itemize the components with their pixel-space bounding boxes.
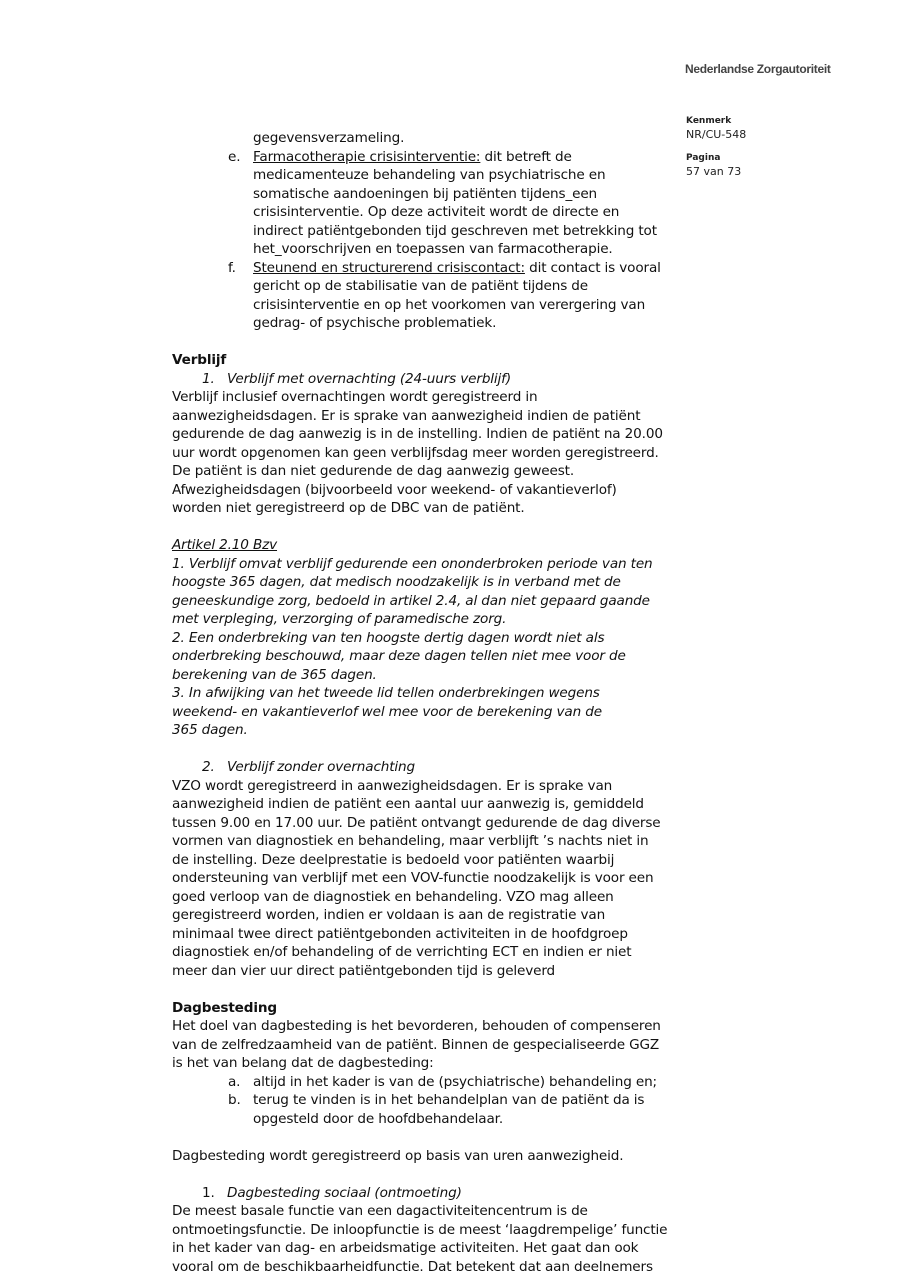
subheading-verblijf-met-overnachting (172, 370, 682, 389)
text-line: is het van belang dat de dagbesteding: (172, 1055, 434, 1071)
text-line: goed verloop van de diagnostiek en behandeling. VZO mag alleen (172, 888, 614, 905)
text-line: geregistreerd worden, indien er voldaan is aan de registratie van (172, 907, 606, 923)
subheading-marker: 1. (202, 370, 215, 387)
text-line: Afwezigheidsdagen (bijvoorbeeld voor weekend- of vakantieverlof) (172, 481, 617, 498)
text-line: van de zelfredzaamheid van de patiënt. Binnen de gespecialiseerde GGZ (172, 1036, 660, 1053)
text-line: ondersteuning van verblijf met een VOV-functie noodzakelijk is voor een (172, 870, 654, 886)
text-line: onderbreking beschouwd, maar deze dagen tellen niet mee voor de (172, 648, 626, 664)
list-item-text: altijd in het kader is van de (psychiatrische) behandeling en; (253, 1073, 657, 1090)
text-line: in het kader van dag- en arbeidsmatige activiteiten. Het gaat dan ook (172, 1240, 639, 1256)
organization-name: Nederlandse Zorgautoriteit (685, 62, 831, 76)
list-item-text: gedrag- of psychische problematiek. (253, 315, 497, 331)
list-item-f (172, 259, 682, 333)
paragraph-dagbesteding-sociaal (172, 1202, 682, 1276)
subheading-verblijf-zonder-overnachting (172, 758, 682, 777)
kenmerk-value: NR/CU-548 (686, 128, 747, 141)
list-item-text: somatische aandoeningen bij patiënten tijdens_een (253, 185, 597, 202)
artikel-title: Artikel 2.10 Bzv (172, 537, 278, 553)
pagina-label: Pagina (686, 153, 721, 163)
text-line: Verblijf inclusief overnachtingen wordt geregistreerd in (172, 389, 538, 405)
text-line: 2. Een onderbreking van ten hoogste dertig dagen wordt niet als (172, 629, 605, 646)
text-line: vooral om de beschikbaarheidfunctie. Dat betekent dat aan deelnemers (172, 1258, 653, 1275)
list-item-text: dit contact is vooral (524, 259, 661, 276)
subheading-marker: 2. (202, 759, 215, 775)
list-item-text: dit betreft de (480, 148, 572, 165)
list-item-a (172, 1073, 682, 1092)
kenmerk-block (686, 115, 746, 141)
text-line: Het doel van dagbesteding is het bevorderen, behouden of compenseren (172, 1018, 661, 1034)
list-item-b (172, 1091, 682, 1128)
pagina-value: 57 van 73 (686, 165, 742, 178)
subheading-dagbesteding-sociaal (172, 1184, 682, 1203)
text-line: minimaal twee direct patiëntgebonden activiteiten in de hoofdgroep (172, 925, 628, 942)
list-item-text: medicamenteuze behandeling van psychiatrische en (253, 167, 606, 183)
list-item-text: het_voorschrijven en toepassen van farmacotherapie. (253, 241, 613, 257)
list-marker: b. (228, 1092, 241, 1108)
text-line: De patiënt is dan niet gedurende de dag aanwezig geweest. (172, 463, 575, 479)
list-item-text: gericht op de stabilisatie van de patiënt tijdens de (253, 278, 588, 294)
subheading-title: Verblijf zonder overnachting (227, 759, 415, 775)
text-line: 365 dagen. (172, 722, 248, 738)
subheading-title: Dagbesteding sociaal (ontmoeting) (227, 1184, 462, 1201)
list-item-e (172, 148, 682, 259)
subheading-title: Verblijf met overnachting (24-uurs verblijf) (227, 370, 511, 387)
text-line: hoogste 365 dagen, dat medisch noodzakelijk is in verband met de (172, 574, 621, 590)
list-item-text: crisisinterventie. Op deze activiteit wordt de directe en (253, 204, 620, 220)
text-line: tussen 9.00 en 17.00 uur. De patiënt ontvangt gedurende de dag diverse (172, 814, 661, 831)
text-line: ontmoetingsfunctie. De inloopfunctie is de meest ‘laagdrempelige’ functie (172, 1221, 668, 1238)
text-line: meer dan vier uur direct patiëntgebonden tijd is geleverd (172, 962, 556, 979)
text-line: uur wordt opgenomen kan geen verblijfsdag meer worden geregistreerd. (172, 444, 659, 461)
text-line: VZO wordt geregistreerd in aanwezigheidsdagen. Er is sprake van (172, 777, 613, 794)
pagina-block (686, 152, 741, 178)
section-heading-dagbesteding: Dagbesteding (172, 999, 277, 1016)
subheading-marker: 1. (202, 1184, 215, 1201)
text-line: aanwezigheidsdagen. Er is sprake van aanwezigheid indien de patiënt (172, 407, 641, 424)
text-line: aanwezigheid indien de patiënt een aantal uur aanwezig is, gemiddeld (172, 796, 644, 812)
list-item-text: opgesteld door de hoofdbehandelaar. (253, 1110, 503, 1127)
paragraph-dagbesteding-intro (172, 1017, 682, 1073)
continuation-text: gegevensverzameling. (253, 130, 405, 146)
text-line: De meest basale functie van een dagactiviteitencentrum is de (172, 1203, 588, 1219)
section-heading-verblijf: Verblijf (172, 352, 227, 368)
text-line: met verpleging, verzorging of paramedische zorg. (172, 611, 507, 627)
list-marker: a. (228, 1073, 241, 1090)
list-marker: e. (228, 148, 241, 165)
text-line: geneeskundige zorg, bedoeld in artikel 2.4, al dan niet gepaard gaande (172, 592, 650, 609)
text-line: gedurende de dag aanwezig is in de instelling. Indien de patiënt na 20.00 (172, 426, 663, 442)
list-marker: f. (228, 259, 236, 276)
list-item-title: Farmacotherapie crisisinterventie: (253, 148, 481, 165)
text-line: worden niet geregistreerd op de DBC van de patiënt. (172, 500, 525, 516)
text-line: diagnostiek en/of behandeling of de verrichting ECT en indien er niet (172, 944, 632, 960)
kenmerk-label: Kenmerk (686, 116, 732, 126)
text-line: 1. Verblijf omvat verblijf gedurende een ononderbroken periode van ten (172, 555, 653, 572)
list-item-text: crisisinterventie en op het voorkomen van verergering van (253, 296, 646, 313)
list-item-text: terug te vinden is in het behandelplan van de patiënt da is (253, 1092, 645, 1108)
list-item-title: Steunend en structurerend crisiscontact: (253, 259, 525, 276)
text-line: weekend- en vakantieverlof wel mee voor de berekening van de (172, 703, 602, 720)
text-line: berekening van de 365 dagen. (172, 666, 377, 683)
text-line: 3. In afwijking van het tweede lid tellen onderbrekingen wegens (172, 685, 600, 701)
text-line: vormen van diagnostiek en behandeling, maar verblijft ’s nachts niet in (172, 833, 649, 849)
artikel-quote (172, 555, 682, 740)
paragraph-verblijf-zonder-overnachting (172, 777, 682, 981)
paragraph-dagbesteding-registratie: Dagbesteding wordt geregistreerd op basis van uren aanwezigheid. (172, 1147, 624, 1164)
document-body (172, 129, 682, 1276)
text-line: de instelling. Deze deelprestatie is bedoeld voor patiënten waarbij (172, 851, 615, 868)
paragraph-verblijf-met-overnachting (172, 388, 682, 518)
list-item-text: indirect patiëntgebonden tijd geschreven met betrekking tot (253, 222, 657, 239)
